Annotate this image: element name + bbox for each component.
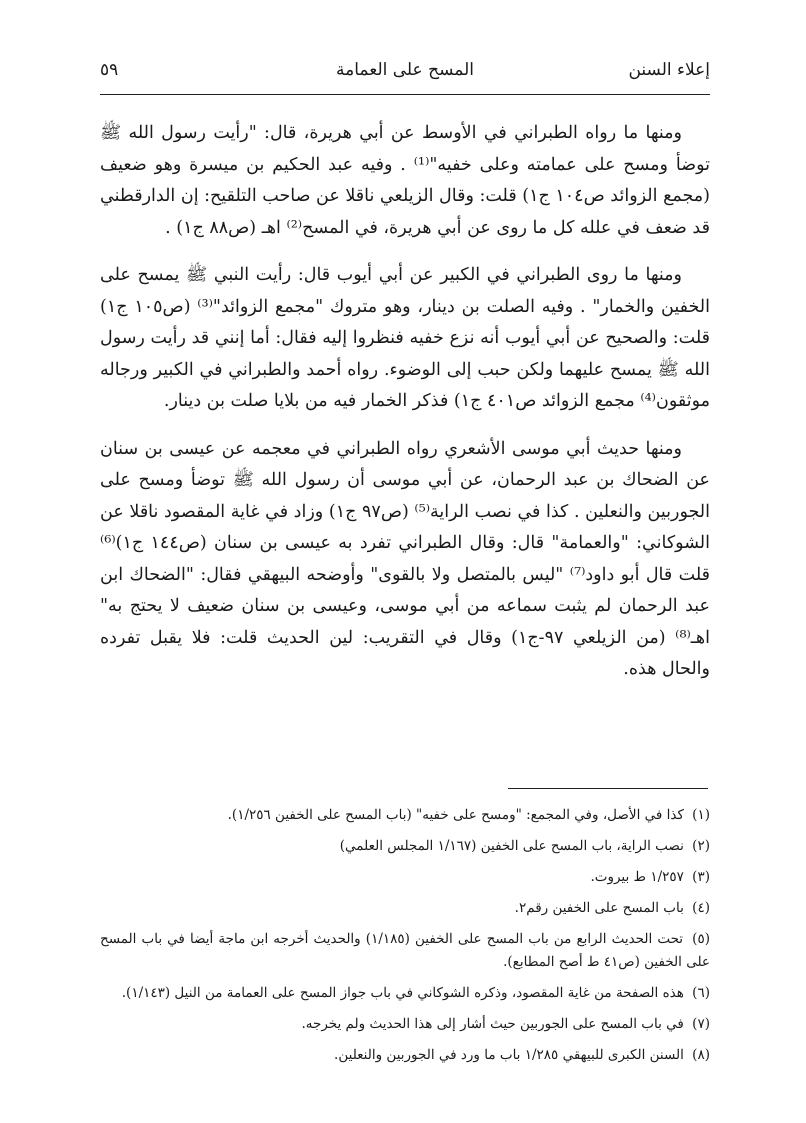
footnote-text: باب المسح على الخفين رقم٢. xyxy=(514,900,684,916)
chapter-title: المسح على العمامة xyxy=(336,60,474,80)
footnote-1 xyxy=(100,804,710,827)
paragraph-abu-huraira: ومنها ما رواه الطبراني في الأوسط عن أبي هريرة، قال: "رأيت رسول الله ﷺ توضأ ومسح على عمامته وعلى خفيه"⁽¹⁾ . وفيه عبد الحكيم بن ميسرة وهو ضعيف (مجمع الزوائد ص١٠٤ ج١) قلت: وقال الزيلعي ناقلا عن صاحب التلقيح: إن الدارقطني قد ضعف في علله كل ما روى عن أبي هريرة، في المسح⁽²⁾ اهـ (ص٨٨ ج١) . xyxy=(100,123,710,238)
footnote-3 xyxy=(100,866,710,889)
footnote-text: كذا في الأصل، وفي المجمع: "ومسح على خفيه" (باب المسح على الخفين ١/٢٥٦). xyxy=(227,807,684,823)
paragraph-abu-musa: ومنها حديث أبي موسى الأشعري رواه الطبراني في معجمه عن عيسى بن سنان عن الضحاك بن عبد الرحمان، عن أبي موسى أن رسول الله ﷺ توضأ ومسح على الجوربين والنعلين . كذا في نصب الراية⁽⁵⁾ (ص٩٧ ج١) وزاد في غاية المقصود ناقلا عن الشوكاني: "والعمامة" قال: وقال الطبراني تفرد به عيسى بن سنان (ص١٤٤ ج١)⁽⁶⁾ قلت قال أبو داود⁽⁷⁾ "ليس بالمتصل ولا بالقوى" وأوضحه البيهقي فقال: "الضحاك ابن عبد الرحمان لم يثبت سماعه من أبي موسى، وعيسى بن سنان ضعيف لا يحتج به" اهـ⁽⁸⁾ (من الزيلعي ٩٧-ج١) وقال في التقريب: لين الحديث قلت: فلا يقبل تفرده والحال هذه. xyxy=(100,438,710,679)
footnotes xyxy=(100,804,710,1075)
footnote-8 xyxy=(100,1044,710,1067)
main-text xyxy=(100,118,710,702)
footnote-4 xyxy=(100,897,710,920)
footnote-text: نصب الراية، باب المسح على الخفين (١/١٦٧ المجلس العلمي) xyxy=(339,838,684,854)
footnote-number: (٥) xyxy=(692,931,710,947)
footnote-number: (٧) xyxy=(692,1016,710,1032)
footnote-number: (٨) xyxy=(692,1047,710,1063)
footnote-number: (٤) xyxy=(692,900,710,916)
book-title: إعلاء السنن xyxy=(628,60,710,80)
footnote-text: في باب المسح على الجوربين حيث أشار إلى هذا الحديث ولم يخرجه. xyxy=(301,1016,684,1032)
footnote-text: هذه الصفحة من غاية المقصود، وذكره الشوكاني في باب جواز المسح على العمامة من النيل (١/١٤٣). xyxy=(121,985,684,1001)
footnote-text: تحت الحديث الرابع من باب المسح على الخفين (١/١٨٥) والحديث أخرجه ابن ماجة أيضا في باب المسح على الخفين (ص٤١ ط أصح المطابع). xyxy=(100,931,710,970)
footnote-number: (٦) xyxy=(692,985,710,1001)
footnote-number: (١) xyxy=(692,807,710,823)
footnote-2 xyxy=(100,835,710,858)
footnote-6 xyxy=(100,982,710,1005)
paragraph-abu-ayyub: ومنها ما روى الطبراني في الكبير عن أبي أيوب قال: رأيت النبي ﷺ يمسح على الخفين والخمار" . وفيه الصلت بن دينار، وهو متروك "مجمع الزوائد"⁽³⁾ (ص١٠٥ ج١) قلت: والصحيح عن أبي أيوب أنه نزع خفيه فنظروا إليه فقال: أما إنني قد رأيت رسول الله ﷺ يمسح عليهما ولكن حبب إلى الوضوء. رواه أحمد والطبراني في الكبير ورجاله موثقون⁽⁴⁾ مجمع الزوائد ص٤٠١ ج١) فذكر الخمار فيه من بلايا صلت بن دينار. xyxy=(100,265,710,411)
footnote-5 xyxy=(100,928,710,974)
footnote-text: السنن الكبرى للبيهقي ١/٢٨٥ باب ما ورد في الجوربين والنعلين. xyxy=(334,1047,684,1063)
footnote-number: (٣) xyxy=(692,869,710,885)
page-number: ٥٩ xyxy=(100,60,119,80)
footnote-7 xyxy=(100,1013,710,1036)
header-rule xyxy=(100,94,710,95)
footnote-number: (٢) xyxy=(692,838,710,854)
running-header xyxy=(100,58,710,88)
footnote-separator xyxy=(508,788,708,789)
footnote-text: ١/٢٥٧ ط بيروت. xyxy=(590,869,684,885)
